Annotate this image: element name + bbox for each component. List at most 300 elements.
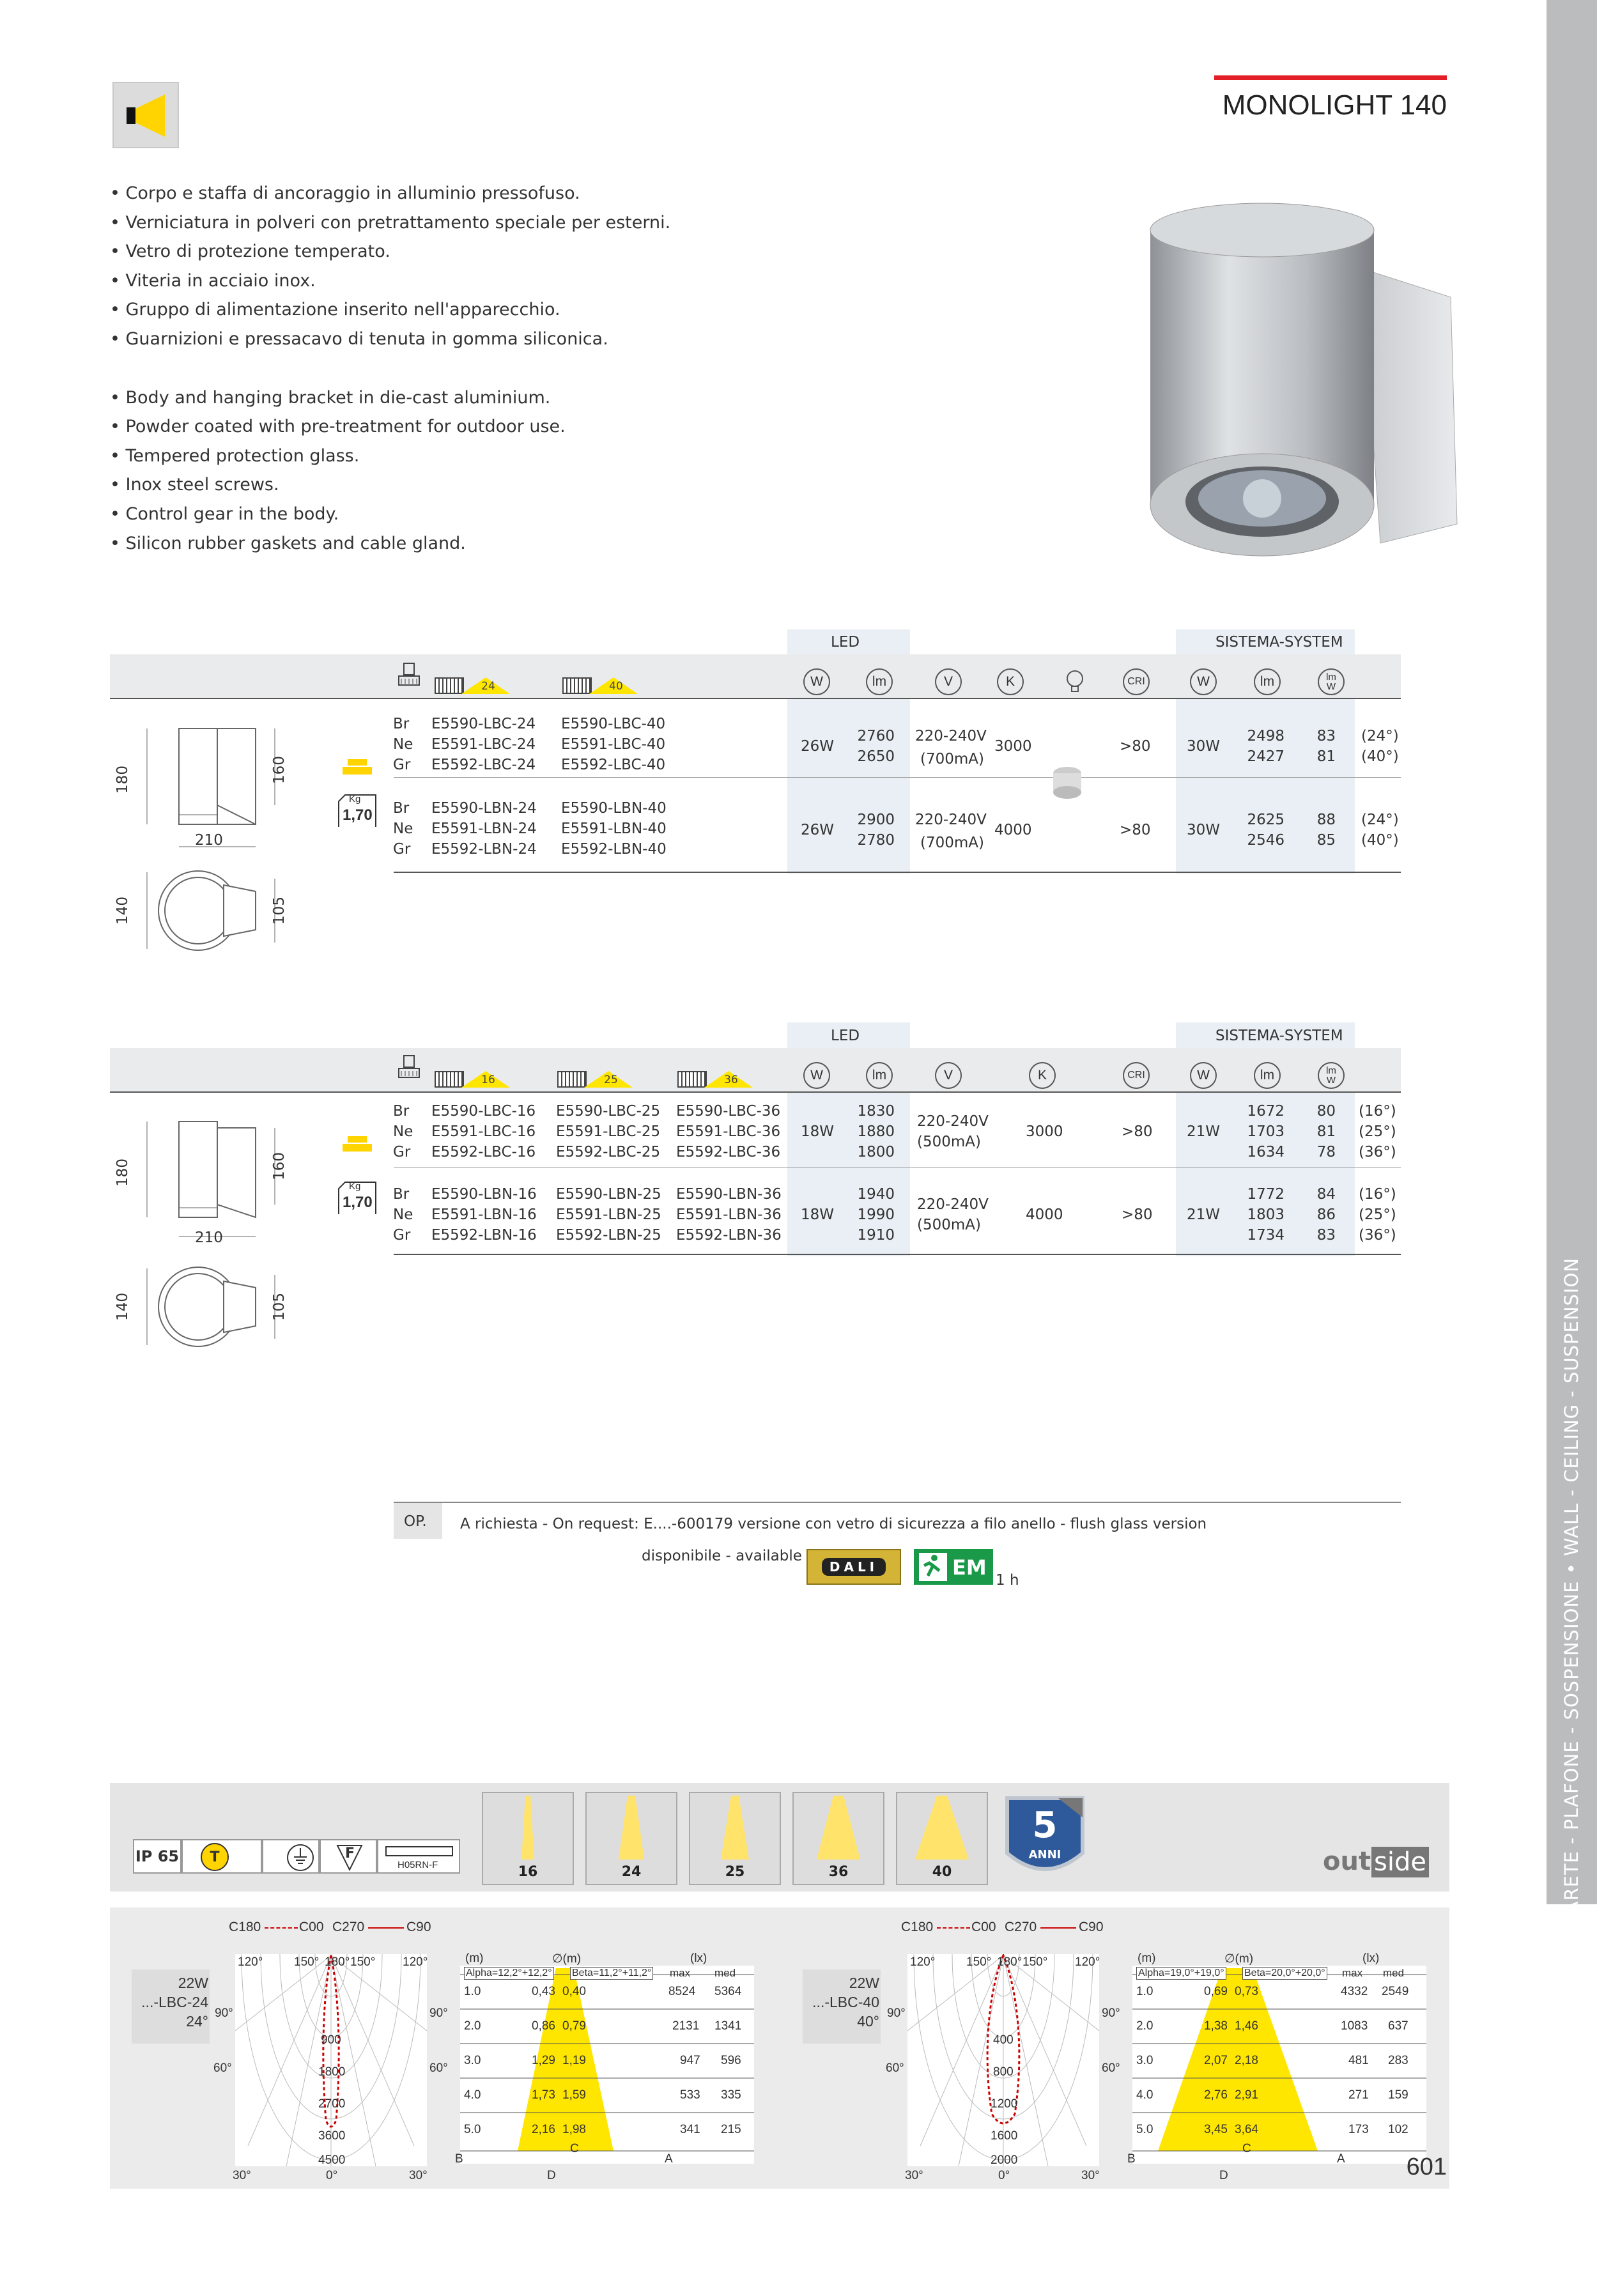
polar-value: 1600 (991, 2129, 1018, 2143)
color-code: Ne (393, 1206, 413, 1223)
polar-value: 2700 (318, 2097, 346, 2111)
legend-c00: C00 (971, 1920, 996, 1934)
alpha-label: Alpha=12,2°+12,2° (464, 1967, 554, 1980)
ceiling-mount-icon (341, 758, 373, 782)
polar-angle: 120° (910, 1955, 936, 1969)
color-code: Br (393, 1186, 410, 1203)
polar-angle: 90° (215, 2007, 233, 2020)
photometry-model-2: ...-LBC-40 (812, 1994, 879, 2010)
product-code: E5590-LBC-24 (431, 716, 536, 732)
voltage: 220-240V (917, 1113, 989, 1130)
system-lumen: 1703 (1247, 1123, 1285, 1140)
lux-med: 102 (1388, 2123, 1408, 2136)
polar-angle: 60° (429, 2061, 448, 2075)
cone-diagram-1 (460, 1966, 754, 2164)
beam-angle: (36°) (1359, 1227, 1396, 1244)
lux-med: 215 (721, 2123, 741, 2136)
lux-max: 481 (1348, 2054, 1369, 2067)
led-lumen: 1880 (857, 1123, 895, 1140)
polar-value: 4500 (318, 2153, 346, 2167)
emergency-badge: EM (914, 1549, 993, 1585)
cri-value: >80 (1122, 1206, 1153, 1223)
cone-header: (lx) (1362, 1952, 1380, 1965)
weight-icon: Kg 1,70 (336, 1180, 378, 1215)
beam-angle: (40°) (1361, 748, 1399, 765)
driver-icon (1049, 764, 1085, 805)
cone-diameter-b: 1,98 (562, 2123, 586, 2136)
legend-c90: C90 (1079, 1920, 1104, 1934)
product-code: E5591-LBN-36 (676, 1206, 782, 1223)
volt-icon: V (935, 1062, 962, 1089)
led-lumen: 1990 (857, 1206, 895, 1223)
efficacy: 81 (1316, 748, 1336, 765)
lux-med: 335 (721, 2088, 741, 2102)
cone-header: (m) (465, 1952, 484, 1965)
beam-angle: (40°) (1361, 832, 1399, 849)
cone-diameter-b: 1,46 (1235, 2019, 1258, 2033)
system-header-2: SISTEMA-SYSTEM (1215, 1028, 1343, 1044)
polar-angle: 120° (1075, 1955, 1100, 1969)
feature-it-3: • Vetro di protezione temperato. (110, 242, 390, 262)
dim-height-180-2: 180 (114, 1159, 131, 1187)
lux-max: 4332 (1341, 1985, 1368, 1998)
volt-icon: V (935, 668, 962, 695)
page-number: 601 (1406, 2153, 1447, 2180)
watt-icon: W (803, 1062, 830, 1089)
led-watt: 26W (801, 738, 835, 755)
color-code: Ne (393, 736, 413, 753)
beam-box-25: 25 (689, 1792, 781, 1885)
product-code: E5592-LBN-25 (556, 1227, 661, 1244)
product-code: E5591-LBC-24 (431, 736, 536, 753)
product-code: E5591-LBN-24 (431, 821, 537, 837)
current: (700mA) (920, 835, 984, 851)
ip65-badge: IP 65 (133, 1839, 181, 1874)
ceiling-mount-icon (341, 1135, 373, 1159)
photometry-power-2: 22W (849, 1975, 879, 1991)
product-code: E5592-LBC-24 (431, 757, 536, 773)
photometry-power-1: 22W (178, 1975, 208, 1991)
cone-header: ∅(m) (552, 1952, 582, 1966)
cone-diameter-b: 0,79 (562, 2019, 586, 2033)
cone-diameter-b: 0,73 (1235, 1985, 1258, 1998)
lux-max: 271 (1348, 2088, 1369, 2102)
system-header-1: SISTEMA-SYSTEM (1215, 634, 1343, 651)
cone-distance: 1.0 (1136, 1985, 1153, 1998)
available-text: disponibile - available (642, 1548, 802, 1564)
cone-diameter-b: 1,59 (562, 2088, 586, 2102)
product-code: E5592-LBN-24 (431, 841, 537, 858)
efficacy-icon: lm W (1318, 668, 1345, 695)
led-lumen: 1910 (857, 1227, 895, 1244)
color-code: Ne (393, 821, 413, 837)
product-code: E5590-LBN-16 (431, 1186, 537, 1203)
cone-distance: 2.0 (1136, 2019, 1153, 2033)
lux-med: 596 (721, 2054, 741, 2067)
cable-box: H05RN-F (377, 1839, 460, 1874)
emergency-exit-icon (915, 1549, 951, 1585)
dim-width-210-2: 210 (195, 1229, 223, 1246)
cone-diameter-a: 0,86 (532, 2019, 555, 2033)
color-temperature: 4000 (1026, 1206, 1063, 1223)
polar-angle: 150° (350, 1955, 376, 1969)
dim-105-2: 105 (270, 1293, 288, 1321)
alpha-label: Alpha=19,0°+19,0° (1136, 1967, 1226, 1980)
table2-rule (110, 1091, 1401, 1093)
efficacy: 80 (1316, 1103, 1336, 1120)
product-code: E5591-LBC-36 (676, 1123, 781, 1140)
feature-it-2: • Verniciatura in polveri con pretrattamento speciale per esterni. (110, 212, 671, 233)
feature-it-5: • Gruppo di alimentazione inserito nell'apparecchio. (110, 300, 560, 320)
color-code: Gr (393, 1144, 411, 1160)
cri-value: >80 (1120, 822, 1151, 838)
lumen-icon: lm (866, 1062, 893, 1089)
cone-diameter-a: 3,45 (1204, 2123, 1228, 2136)
outside-brand-logo: out side (1323, 1840, 1425, 1879)
product-code: E5592-LBC-16 (431, 1144, 536, 1160)
polar-angle: 30° (905, 2169, 923, 2182)
color-temperature: 3000 (994, 738, 1032, 755)
legend-dashed-line (265, 1927, 298, 1929)
led-lumen: 2900 (857, 812, 895, 828)
system-lumen: 1772 (1247, 1186, 1285, 1203)
led-lumen: 2780 (857, 832, 895, 849)
kelvin-icon: K (1029, 1062, 1056, 1089)
efficacy: 83 (1316, 728, 1336, 744)
polar-angle: 30° (409, 2169, 428, 2182)
table2-bottom-rule (394, 1254, 1401, 1255)
cone-diameter-b: 0,40 (562, 1985, 586, 1998)
op-label: OP. (404, 1513, 427, 1530)
voltage: 220-240V (917, 1196, 989, 1213)
cone-header: (lx) (690, 1952, 707, 1965)
lux-med: 637 (1388, 2019, 1408, 2033)
dim-105-1: 105 (270, 897, 288, 925)
beta-label: Beta=11,2°+11,2° (570, 1967, 653, 1980)
color-code: Ne (393, 1123, 413, 1140)
options-rule (394, 1502, 1401, 1503)
product-code: E5591-LBN-40 (561, 821, 667, 837)
page-title: MONOLIGHT 140 (1222, 89, 1447, 121)
product-code: E5592-LBN-16 (431, 1227, 537, 1244)
system-watt-icon: W (1190, 1062, 1217, 1089)
em-duration: 1 h (996, 1572, 1019, 1589)
feature-en-2: • Powder coated with pre-treatment for outdoor use. (110, 417, 566, 437)
polar-angle: 90° (887, 2007, 906, 2020)
polar-angle: 150° (966, 1955, 992, 1969)
dali-badge (806, 1549, 901, 1585)
feature-en-6: • Silicon rubber gaskets and cable gland. (110, 533, 466, 553)
photometry-angle-1: 24° (186, 2013, 208, 2030)
cone-diameter-a: 2,07 (1204, 2054, 1228, 2067)
polar-value: 1200 (991, 2097, 1018, 2111)
legend-c270: C270 (1005, 1920, 1037, 1934)
cone-diameter-a: 1,29 (532, 2054, 555, 2067)
led-header-2: LED (831, 1028, 860, 1044)
system-lumen: 2625 (1247, 812, 1285, 828)
dali-label: DALI (822, 1558, 886, 1576)
polar-value: 1800 (318, 2065, 346, 2079)
legend-c00: C00 (299, 1920, 324, 1934)
polar-angle: 180° (325, 1955, 350, 1969)
cable-icon (378, 1842, 461, 1861)
color-code: Gr (393, 757, 411, 773)
feature-it-6: • Guarnizioni e pressacavo di tenuta in gomma siliconica. (110, 328, 608, 349)
cone-distance: 3.0 (464, 2054, 481, 2067)
product-code: E5591-LBC-25 (556, 1123, 661, 1140)
led-lumen: 1940 (857, 1186, 895, 1203)
warranty-badge: 5 ANNI (1001, 1792, 1089, 1885)
feature-it-4: • Viteria in acciaio inox. (110, 270, 316, 291)
cone-letter-b: B (455, 2152, 463, 2166)
cone-diameter-a: 0,43 (532, 1985, 555, 1998)
dim-height-180-1: 180 (114, 766, 131, 794)
cone-diameter-b: 2,18 (1235, 2054, 1258, 2067)
system-watt: 30W (1187, 738, 1221, 755)
dim-height-160-1: 160 (270, 756, 288, 784)
cone-letter-c: C (570, 2142, 579, 2155)
class1-box (262, 1839, 320, 1874)
cone-letter-c: C (1242, 2142, 1251, 2155)
max-label: max (1342, 1967, 1363, 1979)
lux-med: 159 (1388, 2088, 1408, 2102)
product-code: E5591-LBC-40 (561, 736, 666, 753)
efficacy-icon: lm W (1318, 1062, 1345, 1089)
polar-value: 900 (321, 2033, 341, 2047)
t-rating-icon: T (201, 1843, 229, 1871)
beam-angle: (24°) (1361, 812, 1399, 828)
cone-distance: 1.0 (464, 1985, 481, 1998)
beam-box-40: 40 (896, 1792, 988, 1885)
system-watt: 21W (1187, 1206, 1221, 1223)
sidebar-category: PARETE - PLAFONE - SOSPENSIONE • WALL - CEILING - SUSPENSION (1561, 1257, 1583, 1925)
feature-it-1: • Corpo e staffa di ancoraggio in alluminio pressofuso. (110, 183, 580, 203)
title-accent-bar (1214, 75, 1447, 80)
color-code: Gr (393, 841, 411, 858)
cone-letter-d: D (547, 2169, 556, 2182)
legend-solid-line (1040, 1927, 1076, 1929)
system-lumen: 1672 (1247, 1103, 1285, 1120)
system-lumen-icon: lm (1254, 668, 1281, 695)
cri-value: >80 (1120, 738, 1151, 755)
led-lumen: 2650 (857, 748, 895, 765)
efficacy: 84 (1316, 1186, 1336, 1203)
led-watt: 18W (801, 1206, 835, 1223)
polar-angle: 90° (429, 2007, 448, 2020)
product-code: E5590-LBN-25 (556, 1186, 661, 1203)
product-code: E5592-LBC-40 (561, 757, 666, 773)
polar-angle: 150° (294, 1955, 320, 1969)
legend-c90: C90 (406, 1920, 431, 1934)
color-code: Gr (393, 1227, 411, 1244)
current: (700mA) (920, 751, 984, 767)
cone-diameter-a: 1,38 (1204, 2019, 1228, 2033)
cone-diameter-b: 1,19 (562, 2054, 586, 2067)
max-label: max (670, 1967, 691, 1979)
table1-bottom-rule (394, 872, 1401, 873)
beam-angle: (24°) (1361, 728, 1399, 744)
lumen-icon: lm (866, 668, 893, 695)
cone-distance: 5.0 (464, 2123, 481, 2136)
lux-max: 947 (680, 2054, 700, 2067)
polar-value: 3600 (318, 2129, 346, 2143)
group-divider (394, 777, 1401, 778)
product-code: E5590-LBN-40 (561, 800, 667, 817)
product-code: E5590-LBC-36 (676, 1103, 781, 1120)
system-lumen-icon: lm (1254, 1062, 1281, 1089)
color-code: Br (393, 1103, 410, 1120)
system-lumen: 2498 (1247, 728, 1285, 744)
efficacy: 86 (1316, 1206, 1336, 1223)
polar-angle: 0° (998, 2169, 1010, 2182)
product-code: E5592-LBN-36 (676, 1227, 782, 1244)
weight-icon: Kg 1,70 (336, 792, 378, 828)
product-code: E5592-LBC-36 (676, 1144, 781, 1160)
lamp-icon (396, 662, 422, 690)
legend-dashed-line (937, 1927, 970, 1929)
beam-angle: (25°) (1359, 1123, 1396, 1140)
product-code: E5590-LBN-36 (676, 1186, 782, 1203)
cone-distance: 3.0 (1136, 2054, 1153, 2067)
cone-diameter-b: 3,64 (1235, 2123, 1258, 2136)
on-request-text: A richiesta - On request: E....-600179 versione con vetro di sicurezza a filo anello - flush glass version (460, 1516, 1207, 1532)
table1-rule (110, 698, 1401, 699)
lux-med: 5364 (714, 1985, 742, 1998)
photometry-angle-2: 40° (857, 2013, 879, 2030)
product-code: E5590-LBC-25 (556, 1103, 661, 1120)
polar-value: 800 (993, 2065, 1014, 2079)
efficacy: 85 (1316, 832, 1336, 849)
lux-med: 1341 (714, 2019, 742, 2033)
product-code: E5592-LBC-25 (556, 1144, 661, 1160)
polar-angle: 0° (326, 2169, 338, 2182)
product-code: E5591-LBN-25 (556, 1206, 661, 1223)
photometry-model-1: ...-LBC-24 (141, 1994, 208, 2010)
led-lumen: 2760 (857, 728, 895, 744)
cone-diameter-a: 1,73 (532, 2088, 555, 2102)
cone-distance: 4.0 (1136, 2088, 1153, 2102)
efficacy: 83 (1316, 1227, 1336, 1244)
dim-140-2: 140 (114, 1293, 131, 1321)
cone-diameter-a: 0,69 (1204, 1985, 1228, 1998)
cone-header: ∅(m) (1224, 1952, 1254, 1966)
system-lumen: 1803 (1247, 1206, 1285, 1223)
efficacy: 78 (1316, 1144, 1336, 1160)
product-code: E5590-LBC-16 (431, 1103, 536, 1120)
current: (500mA) (917, 1134, 981, 1150)
polar-value: 400 (993, 2033, 1014, 2047)
lux-max: 2131 (672, 2019, 700, 2033)
legend-c180: C180 (901, 1920, 934, 1934)
system-lumen: 2427 (1247, 748, 1285, 765)
cone-diameter-a: 2,16 (532, 2123, 555, 2136)
bulb-icon (1062, 667, 1088, 698)
color-code: Br (393, 716, 410, 732)
system-lumen: 2546 (1247, 832, 1285, 849)
product-code: E5591-LBN-16 (431, 1206, 537, 1223)
current: (500mA) (917, 1217, 981, 1233)
led-lumen: 1830 (857, 1103, 895, 1120)
med-label: med (1383, 1967, 1405, 1979)
beta-label: Beta=20,0°+20,0° (1242, 1967, 1327, 1980)
t-rating-box (181, 1839, 262, 1874)
legend-solid-line (368, 1927, 404, 1929)
efficacy: 88 (1316, 812, 1336, 828)
med-label: med (714, 1967, 736, 1979)
polar-angle: 60° (213, 2061, 232, 2075)
polar-angle: 60° (1102, 2061, 1120, 2075)
led-watt: 18W (801, 1123, 835, 1140)
cone-distance: 2.0 (464, 2019, 481, 2033)
beam-box-36: 36 (792, 1792, 884, 1885)
feature-list (110, 179, 877, 558)
system-watt: 21W (1187, 1123, 1221, 1140)
color-code: Br (393, 800, 410, 817)
product-photo (1131, 185, 1463, 562)
legend-c180: C180 (229, 1920, 261, 1934)
beam-angle: (25°) (1359, 1206, 1396, 1223)
voltage: 220-240V (915, 728, 987, 744)
polar-angle: 30° (233, 2169, 251, 2182)
beam-angle: (16°) (1359, 1103, 1396, 1120)
polar-angle: 60° (886, 2061, 904, 2075)
feature-en-5: • Control gear in the body. (110, 504, 339, 524)
watt-icon: W (803, 668, 830, 695)
lux-max: 1083 (1341, 2019, 1368, 2033)
led-watt: 26W (801, 822, 835, 838)
lux-max: 173 (1348, 2123, 1369, 2136)
earth-icon (263, 1840, 321, 1875)
product-code: E5590-LBC-40 (561, 716, 666, 732)
beam-angle: (36°) (1359, 1144, 1396, 1160)
led-header-1: LED (831, 634, 860, 651)
cone-header: (m) (1138, 1952, 1156, 1965)
efficacy: 81 (1316, 1123, 1336, 1140)
polar-angle: 180° (997, 1955, 1022, 1969)
beam-angle: (16°) (1359, 1186, 1396, 1203)
polar-angle: 90° (1102, 2007, 1120, 2020)
product-code: E5590-LBN-24 (431, 800, 537, 817)
cone-letter-d: D (1219, 2169, 1228, 2182)
cone-letter-a: A (1337, 2152, 1345, 2166)
cone-distance: 5.0 (1136, 2123, 1153, 2136)
led-lumen: 1800 (857, 1144, 895, 1160)
color-temperature: 3000 (1026, 1123, 1063, 1140)
cri-icon: CRI (1123, 668, 1150, 695)
lamp-icon (396, 1054, 422, 1083)
lux-max: 341 (680, 2123, 700, 2136)
system-watt-icon: W (1190, 668, 1217, 695)
cone-diameter-b: 2,91 (1235, 2088, 1258, 2102)
product-family-logo (112, 82, 179, 148)
dim-height-160-2: 160 (270, 1152, 288, 1180)
system-watt: 30W (1187, 822, 1221, 838)
color-temperature: 4000 (994, 822, 1032, 838)
cri-icon: CRI (1123, 1062, 1150, 1089)
beam-box-24: 24 (585, 1792, 677, 1885)
legend-c270: C270 (332, 1920, 365, 1934)
system-lumen: 1634 (1247, 1144, 1285, 1160)
lux-med: 283 (1388, 2054, 1408, 2067)
cone-diameter-a: 2,76 (1204, 2088, 1228, 2102)
cri-value: >80 (1122, 1123, 1153, 1140)
feature-en-3: • Tempered protection glass. (110, 445, 360, 466)
beam-box-16: 16 (482, 1792, 574, 1885)
polar-angle: 120° (403, 1955, 428, 1969)
cone-letter-a: A (665, 2152, 673, 2166)
lux-max: 8524 (668, 1985, 696, 1998)
system-lumen: 1734 (1247, 1227, 1285, 1244)
